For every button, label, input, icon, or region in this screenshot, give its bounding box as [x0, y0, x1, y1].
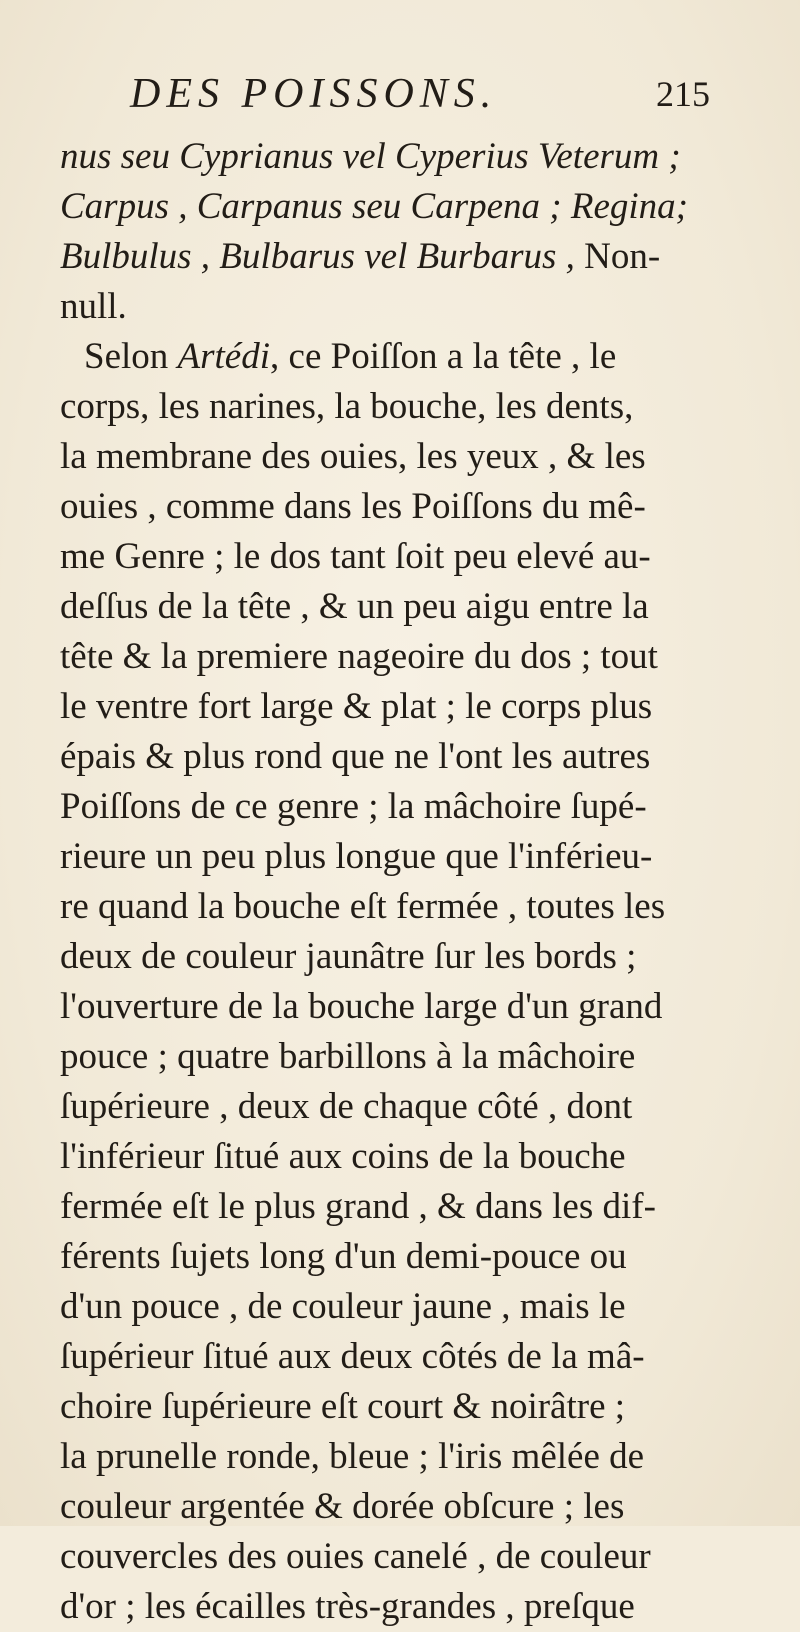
text-line: férents ſujets long d'un demi-pouce ou — [60, 1236, 627, 1277]
text-line — [60, 332, 750, 382]
text-span: , ce Poiſſon a la tête , le — [270, 336, 617, 377]
body-text — [60, 132, 750, 1632]
author-name: Artédi — [177, 336, 271, 377]
text-line: null. — [60, 286, 127, 327]
text-line: l'ouverture de la bouche large d'un grand — [60, 986, 663, 1027]
text-line: couleur argentée & dorée obſcure ; les — [60, 1486, 625, 1527]
text-line: nus seu Cyprianus vel Cyperius Veterum ; — [60, 136, 681, 177]
text-line: ſupérieure , deux de chaque côté , dont — [60, 1086, 633, 1127]
text-line: ouies , comme dans les Poiſſons du mê- — [60, 486, 646, 527]
text-line: ſupérieur ſitué aux deux côtés de la mâ- — [60, 1336, 645, 1377]
text-line: choire ſupérieure eſt court & noirâtre ; — [60, 1386, 626, 1427]
text-span: Selon — [84, 336, 169, 377]
text-line: deux de couleur jaunâtre ſur les bords ; — [60, 936, 637, 977]
text-line: pouce ; quatre barbillons à la mâchoire — [60, 1036, 636, 1077]
text-line: deſſus de la tête , & un peu aigu entre la — [60, 586, 649, 627]
text-line: Carpus , Carpanus seu Carpena ; Regina; — [60, 186, 688, 227]
text-line: d'un pouce , de couleur jaune , mais le — [60, 1286, 626, 1327]
text-line: couvercles des ouies canelé , de couleur — [60, 1536, 651, 1577]
text-line: tête & la premiere nageoire du dos ; tout — [60, 636, 658, 677]
text-line — [60, 232, 750, 282]
text-line: le ventre fort large & plat ; le corps plus — [60, 686, 653, 727]
text-span: Non- — [584, 236, 661, 277]
text-line: rieure un peu plus longue que l'inférieu- — [60, 836, 653, 877]
text-line: corps, les narines, la bouche, les dents, — [60, 386, 634, 427]
page-number: 215 — [656, 74, 710, 114]
running-head: DES POISSONS. — [130, 71, 498, 117]
text-line: la prunelle ronde, bleue ; l'iris mêlée de — [60, 1436, 645, 1477]
text-line: Poiſſons de ce genre ; la mâchoire ſupé- — [60, 786, 647, 827]
page-header — [130, 66, 710, 122]
text-line: re quand la bouche eſt fermée , toutes les — [60, 886, 666, 927]
text-line: me Genre ; le dos tant ſoit peu elevé au- — [60, 536, 651, 577]
text-line: d'or ; les écailles très-grandes , preſque — [60, 1586, 635, 1627]
text-span: Bulbulus , Bulbarus vel Burbarus , — [60, 236, 575, 277]
text-line: fermée eſt le plus grand , & dans les dif- — [60, 1186, 656, 1227]
text-line: épais & plus rond que ne l'ont les autres — [60, 736, 651, 777]
text-line: l'inférieur ſitué aux coins de la bouche — [60, 1136, 626, 1177]
text-line: la membrane des ouies, les yeux , & les — [60, 436, 646, 477]
